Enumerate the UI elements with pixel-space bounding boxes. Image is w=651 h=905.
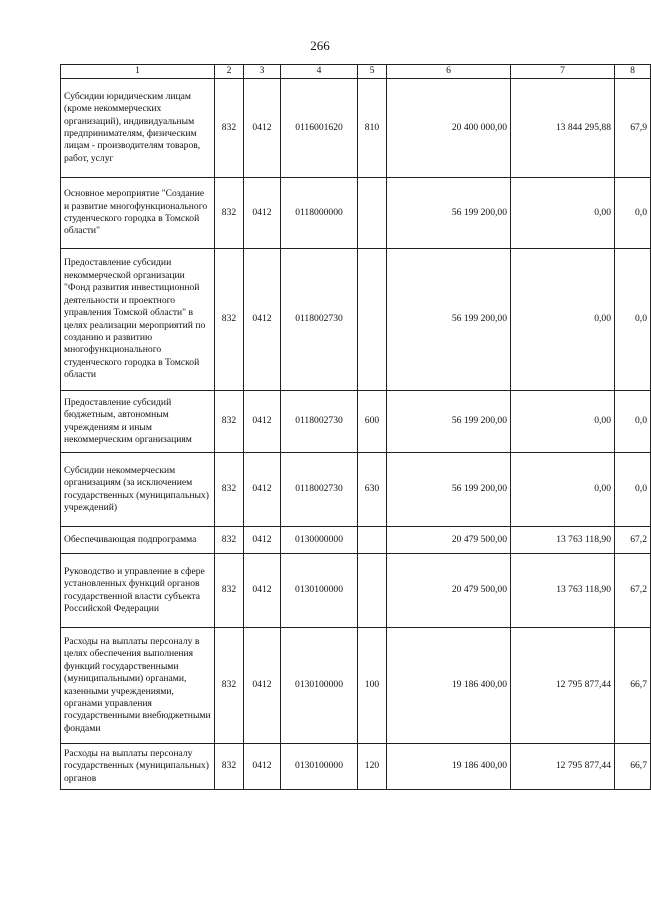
plan-amount: 20 479 500,00 [387,527,511,554]
table-row [61,527,651,554]
grbs-code: 832 [215,628,244,744]
expense-type [358,249,387,391]
expense-type [358,527,387,554]
grbs-code: 832 [215,79,244,178]
table-row [61,453,651,527]
row-name: Руководство и управление в сфере установленных функций органов государственной власти субъекта Российской Федерации [61,554,215,628]
section-code: 0412 [244,554,281,628]
section-code: 0412 [244,391,281,453]
plan-amount: 56 199 200,00 [387,178,511,249]
row-name: Расходы на выплаты персоналу в целях обеспечения выполнения функций государственными (муниципальными) органами, казенными учреждениями, органами управления государственными внебюджетными фондами [61,628,215,744]
expense-type: 630 [358,453,387,527]
row-name: Предоставление субсидии некоммерческой организации "Фонд развития инвестиционной деятельности и проектного управления Томской области" в целях реализации мероприятий по созданию и развитию многофункционального студенческого городка в Томской области [61,249,215,391]
header-row [61,65,651,79]
target-article: 0118000000 [281,178,358,249]
column-header: 2 [215,65,244,79]
execution-percent: 0,0 [615,178,651,249]
expense-type [358,554,387,628]
grbs-code: 832 [215,744,244,790]
plan-amount: 20 479 500,00 [387,554,511,628]
fact-amount: 0,00 [511,178,615,249]
grbs-code: 832 [215,249,244,391]
budget-table [60,64,651,790]
plan-amount: 20 400 000,00 [387,79,511,178]
row-name: Обеспечивающая подпрограмма [61,527,215,554]
section-code: 0412 [244,744,281,790]
fact-amount: 12 795 877,44 [511,628,615,744]
fact-amount: 12 795 877,44 [511,744,615,790]
row-name: Расходы на выплаты персоналу государственных (муниципальных) органов [61,744,215,790]
section-code: 0412 [244,453,281,527]
column-header: 7 [511,65,615,79]
plan-amount: 56 199 200,00 [387,453,511,527]
expense-type [358,178,387,249]
table-row [61,79,651,178]
section-code: 0412 [244,628,281,744]
target-article: 0130100000 [281,744,358,790]
section-code: 0412 [244,527,281,554]
target-article: 0118002730 [281,249,358,391]
section-code: 0412 [244,178,281,249]
fact-amount: 0,00 [511,249,615,391]
page-number: 266 [310,38,330,53]
execution-percent: 67,9 [615,79,651,178]
execution-percent: 67,2 [615,554,651,628]
execution-percent: 0,0 [615,391,651,453]
expense-type: 100 [358,628,387,744]
grbs-code: 832 [215,453,244,527]
table-row [61,744,651,790]
fact-amount: 0,00 [511,453,615,527]
execution-percent: 0,0 [615,249,651,391]
expense-type: 120 [358,744,387,790]
section-code: 0412 [244,249,281,391]
fact-amount: 0,00 [511,391,615,453]
grbs-code: 832 [215,391,244,453]
row-name: Субсидии юридическим лицам (кроме некоммерческих организаций), индивидуальным предпринимателям, физическим лицам - производителям товаров, работ, услуг [61,79,215,178]
target-article: 0118002730 [281,453,358,527]
row-name: Предоставление субсидий бюджетным, автономным учреждениям и иным некоммерческим организациям [61,391,215,453]
execution-percent: 67,2 [615,527,651,554]
column-header: 1 [61,65,215,79]
table-row [61,628,651,744]
plan-amount: 19 186 400,00 [387,744,511,790]
expense-type: 600 [358,391,387,453]
fact-amount: 13 763 118,90 [511,554,615,628]
table-row [61,391,651,453]
target-article: 0118002730 [281,391,358,453]
grbs-code: 832 [215,527,244,554]
column-header: 4 [281,65,358,79]
target-article: 0116001620 [281,79,358,178]
column-header: 6 [387,65,511,79]
execution-percent: 66,7 [615,628,651,744]
row-name: Основное мероприятие "Создание и развитие многофункционального студенческого городка в Томской области" [61,178,215,249]
column-header: 3 [244,65,281,79]
grbs-code: 832 [215,178,244,249]
grbs-code: 832 [215,554,244,628]
target-article: 0130100000 [281,628,358,744]
column-header: 8 [615,65,651,79]
execution-percent: 66,7 [615,744,651,790]
plan-amount: 56 199 200,00 [387,391,511,453]
table-row [61,554,651,628]
row-name: Субсидии некоммерческим организациям (за исключением государственных (муниципальных) учреждений) [61,453,215,527]
fact-amount: 13 763 118,90 [511,527,615,554]
table-row [61,249,651,391]
target-article: 0130100000 [281,554,358,628]
target-article: 0130000000 [281,527,358,554]
fact-amount: 13 844 295,88 [511,79,615,178]
column-header: 5 [358,65,387,79]
execution-percent: 0,0 [615,453,651,527]
table-row [61,178,651,249]
plan-amount: 19 186 400,00 [387,628,511,744]
section-code: 0412 [244,79,281,178]
expense-type: 810 [358,79,387,178]
plan-amount: 56 199 200,00 [387,249,511,391]
